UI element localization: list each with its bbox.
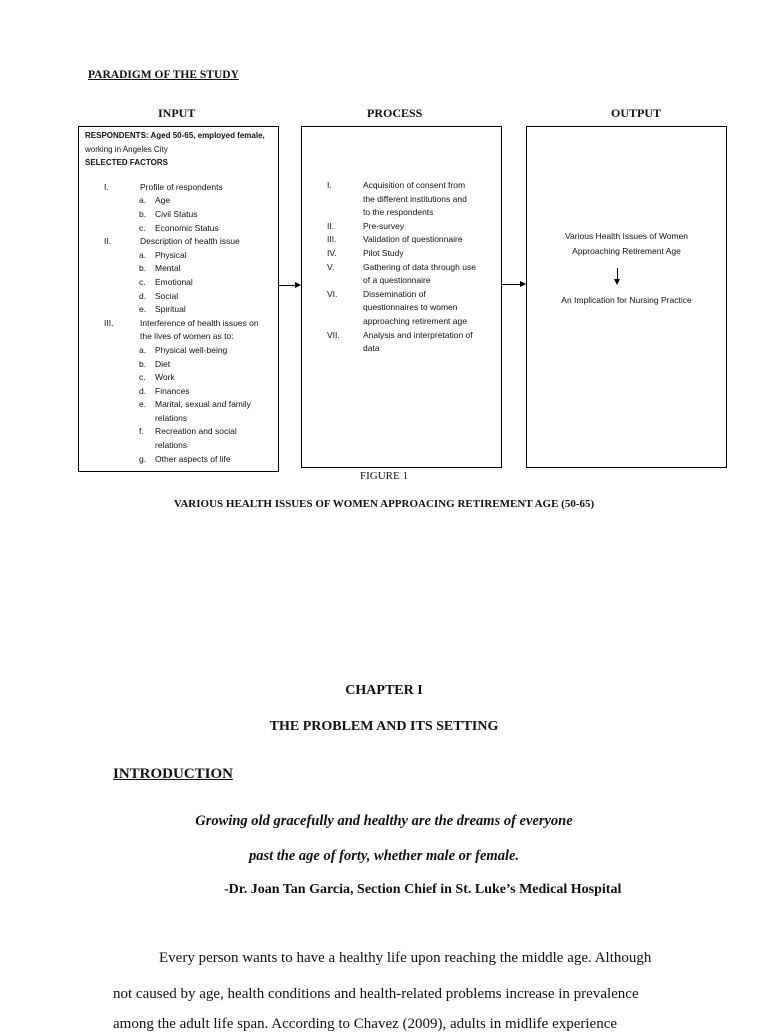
chapter-title: THE PROBLEM AND ITS SETTING — [269, 719, 499, 734]
output-heading: OUTPUT — [611, 106, 662, 120]
output-line-3: An Implication for Nursing Practice — [561, 295, 692, 305]
quote-attribution: -Dr. Joan Tan Garcia, Section Chief in St. Luke’s Medical Hospital — [224, 882, 622, 897]
input-section-2: II. Description of health issue — [104, 236, 240, 247]
quote-line-2: past the age of forty, whether male or female. — [248, 848, 520, 864]
introduction-heading: INTRODUCTION — [113, 766, 234, 782]
output-box — [526, 126, 727, 468]
process-step: VI. Dissemination of questionnaires to women approaching retirement age — [327, 288, 467, 326]
chapter-heading: CHAPTER I — [345, 683, 423, 698]
process-step: VII. Analysis and interpretation of data — [327, 329, 473, 354]
respondents-line-1: RESPONDENTS: Aged 50-65, employed female, — [85, 131, 265, 140]
process-step: I. Acquisition of consent from the different institutions and to the respondents — [327, 180, 467, 218]
input-box: RESPONDENTS: Aged 50-65, employed female, working in Angeles City SELECTED FACTORS I. Profile of respondents a. Age b. Civil Status c. Economic Status II. Description of health issue a. Physical b. Mental c. Emotional d. Social e. Spiritual III. Interference of health issues on the lives of women as to: a. Physical well-being b. Diet c. Work d. Finances e. Marital, sexual and family relations f. Recreation and social relations g. Other aspects of life — [78, 126, 279, 472]
quote-line-1: Growing old gracefully and healthy are the dreams of everyone — [195, 813, 573, 829]
figure-caption: VARIOUS HEALTH ISSUES OF WOMEN APPROACING RETIREMENT AGE (50-65) — [173, 498, 595, 510]
process-step: III. Validation of questionnaire — [327, 234, 463, 245]
output-line-2: Approaching Retirement Age — [572, 246, 681, 256]
input-to-process-arrow — [279, 285, 300, 286]
process-box — [301, 126, 502, 468]
paragraph-line-1: Every person wants to have a healthy life upon reaching the middle age. Although — [159, 950, 652, 966]
process-step: IV. Pilot Study — [327, 247, 404, 258]
down-arrow-icon — [617, 268, 618, 282]
paradigm-title: PARADIGM OF THE STUDY — [88, 69, 239, 81]
process-step: V. Gathering of data through use of a questionnaire — [327, 261, 476, 286]
process-to-output-arrow — [502, 284, 525, 285]
paragraph-line-2: not caused by age, health conditions and health-related problems increase in prevalence — [113, 986, 639, 1002]
input-section-1: I. Profile of respondents — [104, 181, 223, 192]
paragraph-line-3: among the adult life span. According to Chavez (2009), adults in midlife experience — [113, 1016, 618, 1032]
input-heading: INPUT — [158, 106, 196, 120]
input-section-3: III. Interference of health issues on — [104, 317, 259, 328]
selected-factors: SELECTED FACTORS — [85, 158, 168, 168]
figure-label: FIGURE 1 — [360, 470, 408, 482]
respondents-line-2: working in Angeles City — [85, 144, 168, 154]
output-line-1: Various Health Issues of Women — [565, 231, 688, 241]
process-step: II. Pre-survey — [327, 220, 405, 231]
process-heading: PROCESS — [367, 106, 423, 120]
